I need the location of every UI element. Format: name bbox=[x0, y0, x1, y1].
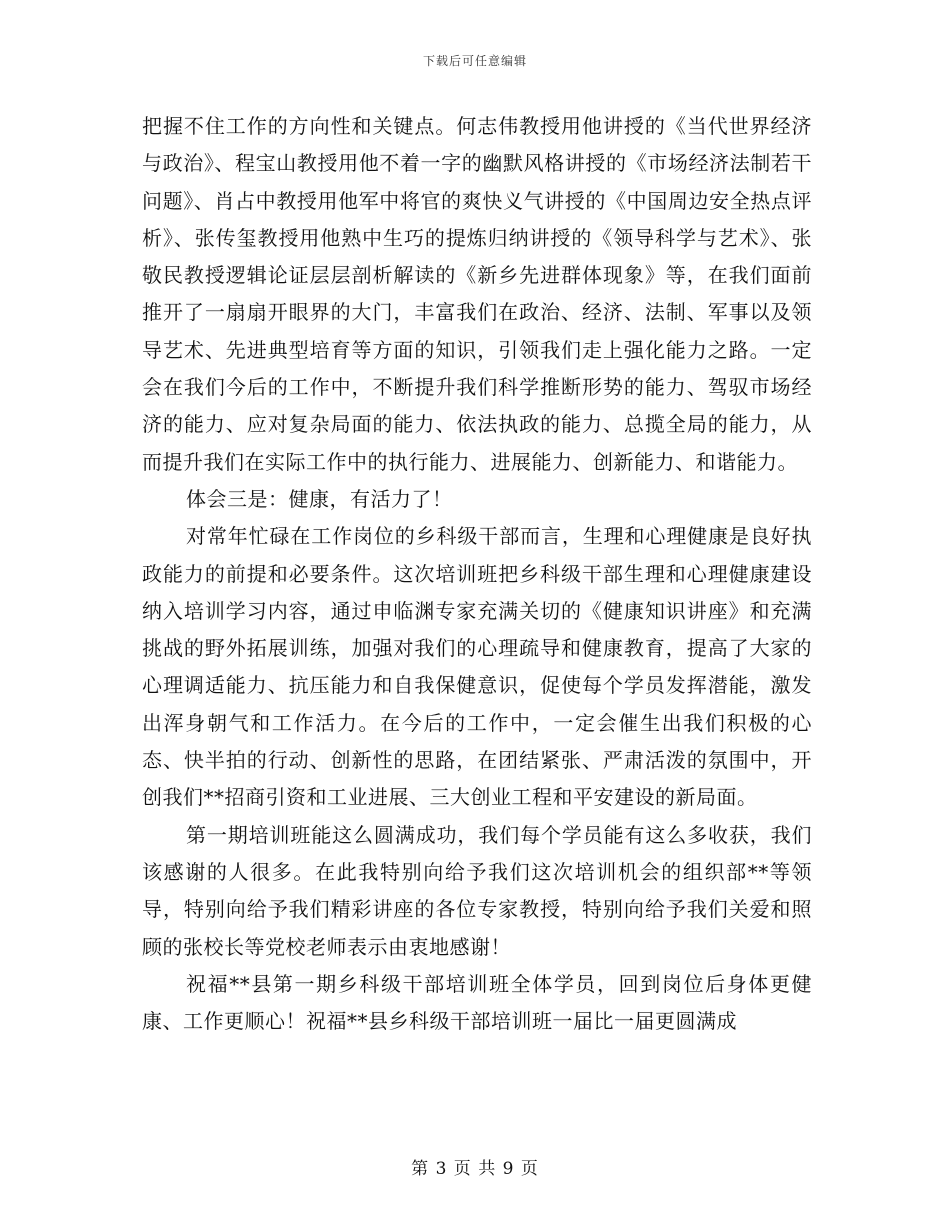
paragraph-health: 对常年忙碌在工作岗位的乡科级干部而言，生理和心理健康是良好执政能力的前提和必要条件。这次培训班把乡科级干部生理和心理健康建设纳入培训学习内容，通过申临渊专家充满关切的《健康知识讲座》和充满挑战的野外拓展训练，加强对我们的心理疏导和健康教育，提高了大家的心理调适能力、抗压能力和自我保健意识，促使每个学员发挥潜能，激发出浑身朝气和工作活力。在今后的工作中，一定会催生出我们积极的心态、快半拍的行动、创新性的思路，在团结紧张、严肃活泼的氛围中，开创我们**招商引资和工业进展、三大创业工程和平安建设的新局面。 bbox=[142, 524, 812, 810]
paragraph-blessing: 祝福**县第一期乡科级干部培训班全体学员，回到岗位后身体更健康、工作更顺心！祝福**县乡科级干部培训班一届比一届更圆满成 bbox=[142, 971, 812, 1034]
document-body bbox=[142, 108, 812, 1040]
paragraph-heading-experience-three: 体会三是：健康，有活力了！ bbox=[186, 486, 453, 511]
page-number: 第 3 页 共 9 页 bbox=[411, 1159, 539, 1179]
paragraph-continuation: 把握不住工作的方向性和关键点。何志伟教授用他讲授的《当代世界经济与政治》、程宝山教授用他不着一字的幽默风格讲授的《市场经济法制若干问题》、肖占中教授用他军中将官的爽快义气讲授的《中国周边安全热点评析》、张传玺教授用他熟中生巧的提炼归纳讲授的《领导科学与艺术》、张敬民教授逻辑论证层层剖析解读的《新乡先进群体现象》等，在我们面前推开了一扇扇开眼界的大门，丰富我们在政治、经济、法制、军事以及领导艺术、先进典型培育等方面的知识，引领我们走上强化能力之路。一定会在我们今后的工作中，不断提升我们科学推断形势的能力、驾驭市场经济的能力、应对复杂局面的能力、依法执政的能力、总揽全局的能力，从而提升我们在实际工作中的执行能力、进展能力、创新能力、和谐能力。 bbox=[142, 114, 812, 474]
page-header: 下载后可任意编辑 bbox=[422, 54, 527, 68]
paragraph-thanks: 第一期培训班能这么圆满成功，我们每个学员能有这么多收获，我们该感谢的人很多。在此我特别向给予我们这次培训机会的组织部**等领导，特别向给予我们精彩讲座的各位专家教授，特别向给予我们关爱和照顾的张校长等党校老师表示由衷地感谢！ bbox=[142, 822, 812, 959]
